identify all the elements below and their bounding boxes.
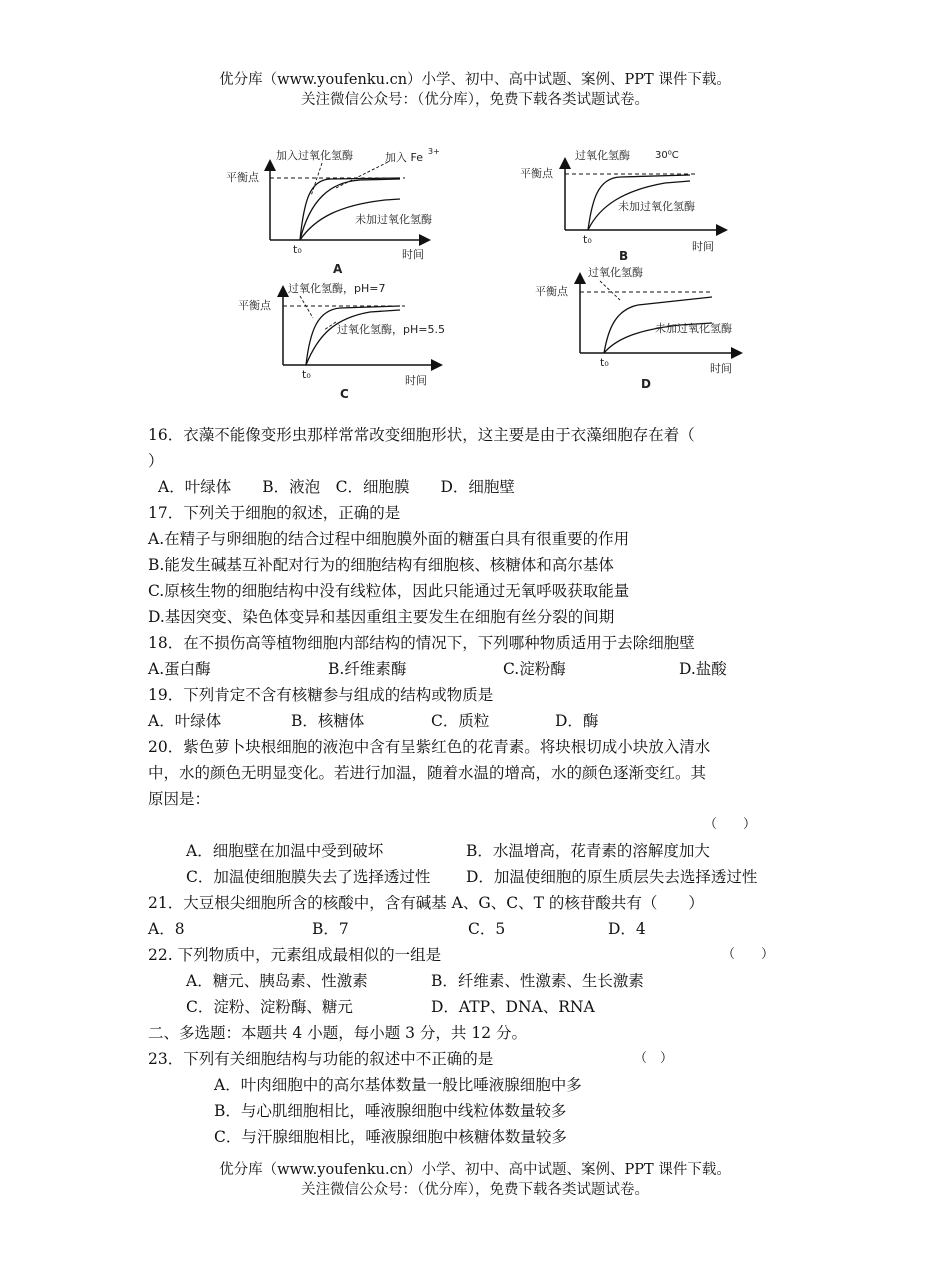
q23-answer-blank: （ ） [634,1051,674,1066]
graph-c-curve-label: 过氧化氢酶，pH=5.5 [337,323,445,336]
q19-option-a: A．叶绿体 [148,712,222,730]
graph-b-curve-label: 未加过氧化氢酶 [618,200,695,213]
q20-line-3: 原因是： [148,790,211,808]
q17-stem: 17．下列关于细胞的叙述，正确的是 [148,504,401,522]
graph-c-top-label: 过氧化氢酶，pH=7 [288,282,386,295]
graph-a-top-label: 加入过氧化氢酶 [276,149,353,162]
q21-stem: 21．大豆根尖细胞所含的核酸中，含有碱基 A、G、C、T 的核苷酸共有（ ） [148,894,704,912]
graph-b-temp: 30⁰C [655,150,679,161]
header-line-1: 优分库（www.youfenku.cn）小学、初中、高中试题、案例、PPT 课件下载。 [219,72,731,88]
graph-a-balance-label: 平衡点 [226,171,259,184]
q17-option-d: D.基因突变、染色体变异和基因重组主要发生在细胞有丝分裂的间期 [148,608,615,626]
q21-options [148,916,808,942]
q16-stem-end: ） [148,452,164,470]
graph-b-t0: t₀ [583,233,592,246]
q23-option-a: A．叶肉细胞中的高尔基体数量一般比唾液腺细胞中多 [214,1076,582,1094]
q22-option-a: A．糖元、胰岛素、性激素 [186,972,368,990]
q20-line-2: 中，水的颜色无明显变化。若进行加温，随着水温的增高，水的颜色逐渐变红。其 [148,764,707,782]
header-line-2: 关注微信公众号：（优分库），免费下载各类试题试卷。 [301,92,649,108]
q19-options [148,708,808,734]
q19-option-d: D．酶 [555,712,599,730]
q23-stem-row [148,1046,808,1072]
graph-b-time: 时间 [692,240,714,253]
q18-option-d: D.盐酸 [679,660,727,678]
q22-stem-row [148,942,808,968]
q19-stem: 19．下列肯定不含有核糖参与组成的结构或物质是 [148,686,494,704]
q20-blank-row [148,812,808,838]
graph-a-pointer-1 [311,163,322,196]
q17-option-a: A.在精子与卵细胞的结合过程中细胞膜外面的糖蛋白具有很重要的作用 [148,530,630,548]
q16-stem: 16．衣藻不能像变形虫那样常常改变细胞形状，这主要是由于衣藻细胞存在着（ [148,426,695,444]
q21-option-c: C．5 [468,920,506,938]
graph-a-curve-enzyme [300,178,400,240]
graph-a-curve-label: 未加过氧化氢酶 [355,213,432,226]
q22-stem: 22. 下列物质中，元素组成最相似的一组是 [148,946,442,964]
graph-d-pointer [600,281,620,300]
enzyme-graphs-figure [0,0,950,410]
graph-b [520,148,725,263]
q20-options-cd [148,864,808,890]
q20-answer-blank: （ ） [704,817,757,832]
q23-option-b: B．与心肌细胞相比，唾液腺细胞中线粒体数量较多 [214,1102,567,1120]
graph-a-pointer-2 [336,162,388,188]
graph-a-label: A [333,262,343,276]
question-body [148,422,808,1150]
graph-a-fe-sup: 3+ [428,147,440,156]
graph-c-label: C [340,387,349,401]
q22-options-ab [148,968,808,994]
graph-c-t0: t₀ [302,368,311,381]
graph-b-top-label: 过氧化氢酶 [575,149,630,162]
graph-a-t0: t₀ [293,243,302,256]
q19-option-c: C．质粒 [431,712,490,730]
graph-d-label: D [641,377,651,391]
section-2-heading: 二、多选题：本题共 4 小题，每小题 3 分，共 12 分。 [148,1024,528,1042]
graph-c [238,281,445,401]
footer-line-2: 关注微信公众号：（优分库），免费下载各类试题试卷。 [301,1182,649,1198]
q18-options [148,656,808,682]
graph-d-t0: t₀ [600,356,609,369]
graph-d [535,265,740,391]
q18-option-b: B.纤维素酶 [328,660,407,678]
graph-a-time: 时间 [402,248,424,261]
q23-stem: 23．下列有关细胞结构与功能的叙述中不正确的是 [148,1050,494,1068]
graph-c-balance-label: 平衡点 [238,299,271,312]
q20-option-d: D．加温使细胞的原生质层失去选择透过性 [466,868,758,886]
footer-line-1: 优分库（www.youfenku.cn）小学、初中、高中试题、案例、PPT 课件下载。 [219,1162,731,1178]
q21-option-b: B．7 [312,920,349,938]
page-footer [0,1160,950,1200]
q17-option-c: C.原核生物的细胞结构中没有线粒体，因此只能通过无氧呼吸获取能量 [148,582,630,600]
q22-option-c: C．淀粉、淀粉酶、糖元 [186,998,353,1016]
graph-b-label: B [619,249,629,263]
q17-option-b: B.能发生碱基互补配对行为的细胞结构有细胞核、核糖体和高尔基体 [148,556,614,574]
q19-option-b: B．核糖体 [291,712,365,730]
graph-d-top-label: 过氧化氢酶 [588,266,643,279]
graph-c-time: 时间 [405,374,427,387]
q22-option-d: D．ATP、DNA、RNA [431,998,595,1016]
graph-a [226,147,440,276]
q22-options-cd [148,994,808,1020]
q22-answer-blank: （ ） [722,947,775,962]
q21-option-a: A．8 [148,920,185,938]
q20-options-ab [148,838,808,864]
graph-d-curve-label: 未加过氧化氢酶 [655,322,732,335]
q18-option-c: C.淀粉酶 [503,660,566,678]
graph-a-curve-fe [300,179,400,240]
q18-stem: 18．在不损伤高等植物细胞内部结构的情况下，下列哪种物质适用于去除细胞壁 [148,634,695,652]
q22-option-b: B．纤维素、性激素、生长激素 [431,972,644,990]
q21-option-d: D．4 [608,920,646,938]
graph-d-balance-label: 平衡点 [535,285,568,298]
graph-a-fe-label: 加入 Fe [385,151,423,164]
q18-option-a: A.蛋白酶 [148,660,211,678]
q20-option-c: C．加温使细胞膜失去了选择透过性 [186,868,431,886]
q20-option-a: A．细胞壁在加温中受到破坏 [186,842,384,860]
q16-options: A．叶绿体 B．液泡 C．细胞膜 D．细胞壁 [158,478,515,496]
graph-d-time: 时间 [710,362,732,375]
graph-c-pointer-1 [300,296,313,318]
q20-option-b: B．水温增高，花青素的溶解度加大 [466,842,710,860]
q20-line-1: 20．紫色萝卜块根细胞的液泡中含有呈紫红色的花青素。将块根切成小块放入清水 [148,738,711,756]
q23-option-c: C．与汗腺细胞相比，唾液腺细胞中核糖体数量较多 [214,1128,567,1146]
graph-b-balance-label: 平衡点 [520,167,553,180]
